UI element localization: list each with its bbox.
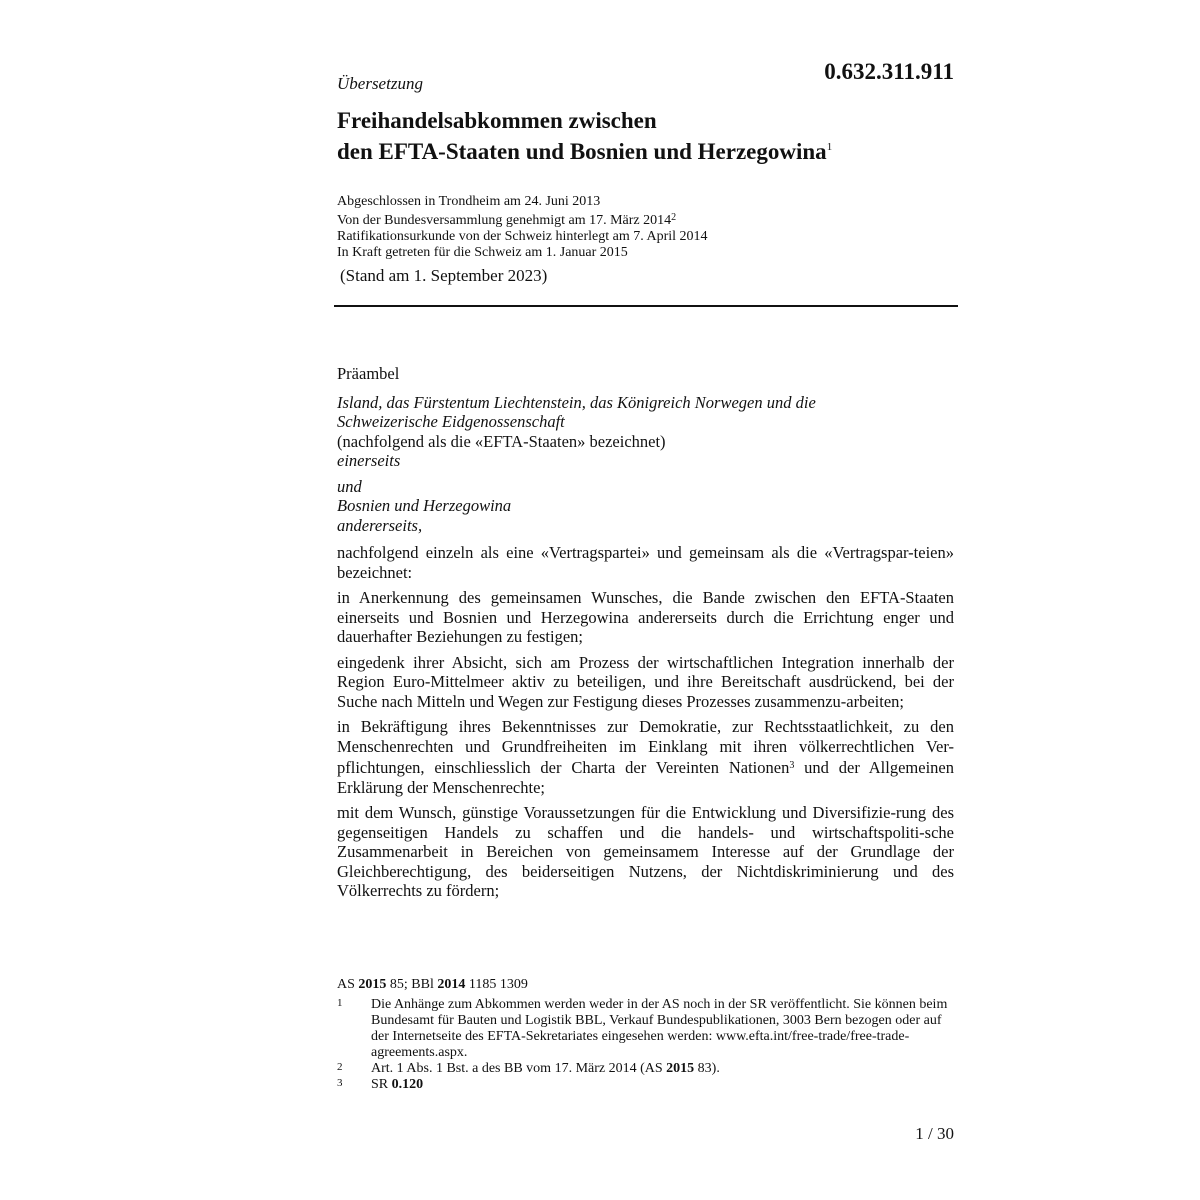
paragraph-4-text-a: in Bekräftigung ihres Bekenntnisses zur Demokratie, zur Rechtsstaatlichkeit, zu den Menschenrechten und Grundfreiheiten im Einklang mit ihren völkerrechtlichen Ver-pflichtungen, einschliesslich der Charta der Vereinten Nationen [337,717,954,777]
footnote-3 [337,1077,954,1093]
andererseits-label: andererseits, [337,515,423,535]
footnotes-section [337,977,954,1093]
bih-party-block [337,477,954,536]
official-source-line [337,977,954,993]
approval-date [337,210,708,229]
preamble-paragraph-2: in Anerkennung des gemeinsamen Wunsches, die Bande zwischen den EFTA-Staaten einerseits und Bosnien und Herzegowina andererseits durch die Errichtung enger und dauerhafter Beziehungen zu festigen; [337,588,954,646]
in-force-date: In Kraft getreten für die Schweiz am 1. Januar 2015 [337,245,628,260]
status-date: (Stand am 1. September 2023) [340,266,548,285]
approval-footnote-ref[interactable]: 2 [671,212,677,223]
as-label: AS [337,977,359,992]
efta-parties-block [337,393,954,471]
bih-party-name: Bosnien und Herzegowina [337,496,512,515]
approval-text: Von der Bundesversammlung genehmigt am 17. März 2014 [337,213,672,228]
footnote-2-text-b: 83). [694,1061,720,1076]
footnote-3-sr: 0.120 [391,1077,424,1092]
footnote-1 [337,997,954,1061]
preamble-paragraph-4 [337,717,954,797]
header-divider [334,305,958,307]
preamble-heading: Präambel [337,364,400,383]
bbl-year: 2014 [437,977,466,992]
ratification-date: Ratifikationsurkunde von der Schweiz hinterlegt am 7. April 2014 [337,229,708,244]
title-line-2 [337,134,832,165]
footnote-3-text [371,1077,954,1093]
footnote-2-number: 2 [337,1061,343,1073]
footnote-2-text [371,1061,954,1077]
translation-label: Übersetzung [337,74,423,93]
sr-number: 0.632.311.911 [824,59,954,84]
footnote-2-year: 2015 [666,1061,695,1076]
preamble-paragraph-1: nachfolgend einzeln als eine «Vertragspartei» und gemeinsam als die «Vertragspar-teien» bezeichnet: [337,543,954,582]
footnote-3-text-a: SR [371,1077,392,1092]
document-title [337,108,832,165]
title-line-1: Freihandelsabkommen zwischen [337,108,657,133]
paragraph-4-text-b: und der Allgemeinen Erklärung der Menschenrechte; [337,758,954,797]
document-metadata [337,194,708,261]
footnote-2 [337,1061,954,1077]
footnote-2-text-a: Art. 1 Abs. 1 Bst. a des BB vom 17. März 2014 (AS [371,1061,667,1076]
un-charter-footnote-ref[interactable]: 3 [789,760,795,771]
title-line-2-text: den EFTA-Staaten und Bosnien und Herzegowina [337,139,827,164]
footnote-3-number: 3 [337,1077,343,1089]
footnote-1-text: Die Anhänge zum Abkommen werden weder in der AS noch in der SR veröffentlicht. Sie können beim Bundesamt für Bauten und Logistik BBL, Verkauf Bundespublikationen, 3003 Bern bezogen oder auf der Internetseite des EFTA-Sekretariates eingesehen werden: www.efta.int/free-trade/free-trade-agreements.aspx. [371,997,948,1060]
preamble-paragraph-5: mit dem Wunsch, günstige Voraussetzungen für die Entwicklung und Diversifizie-rung des gegenseitigen Handels zu schaffen und die handels- und wirtschaftspoliti-sche Zusammenarbeit in Bereichen von gemeinsamem Interesse auf der Grundlage der Gleichberechtigung, des beiderseitigen Nutzens, der Nichtdiskriminierung und des Völkerrechts zu fördern; [337,803,954,900]
efta-designation: (nachfolgend als die «EFTA-Staaten» bezeichnet) [337,431,666,451]
concluded-date: Abgeschlossen in Trondheim am 24. Juni 2013 [337,194,601,209]
as-year: 2015 [358,977,387,992]
footnote-1-number: 1 [337,997,343,1009]
efta-parties-line-1: Island, das Fürstentum Liechtenstein, das Königreich Norwegen und die [337,392,816,412]
und-label: und [337,476,362,496]
preamble-section [337,364,954,907]
page-number: 1 / 30 [915,1124,954,1143]
efta-parties-line-2: Schweizerische Eidgenossenschaft [337,412,565,431]
preamble-paragraph-3: eingedenk ihrer Absicht, sich am Prozess der wirtschaftlichen Integration innerhalb der Region Euro-Mittelmeer aktiv zu beteiligen, und ihre Bereitschaft ausdrückend, bei der Suche nach Mitteln und Wegen zur Festigung dieses Prozesses zusammenzu-arbeiten; [337,652,954,711]
einerseits-label: einerseits [337,451,401,470]
title-footnote-ref[interactable]: 1 [826,141,833,153]
bbl-pages: 1185 1309 [465,977,528,992]
as-page: 85; BBl [386,977,438,992]
